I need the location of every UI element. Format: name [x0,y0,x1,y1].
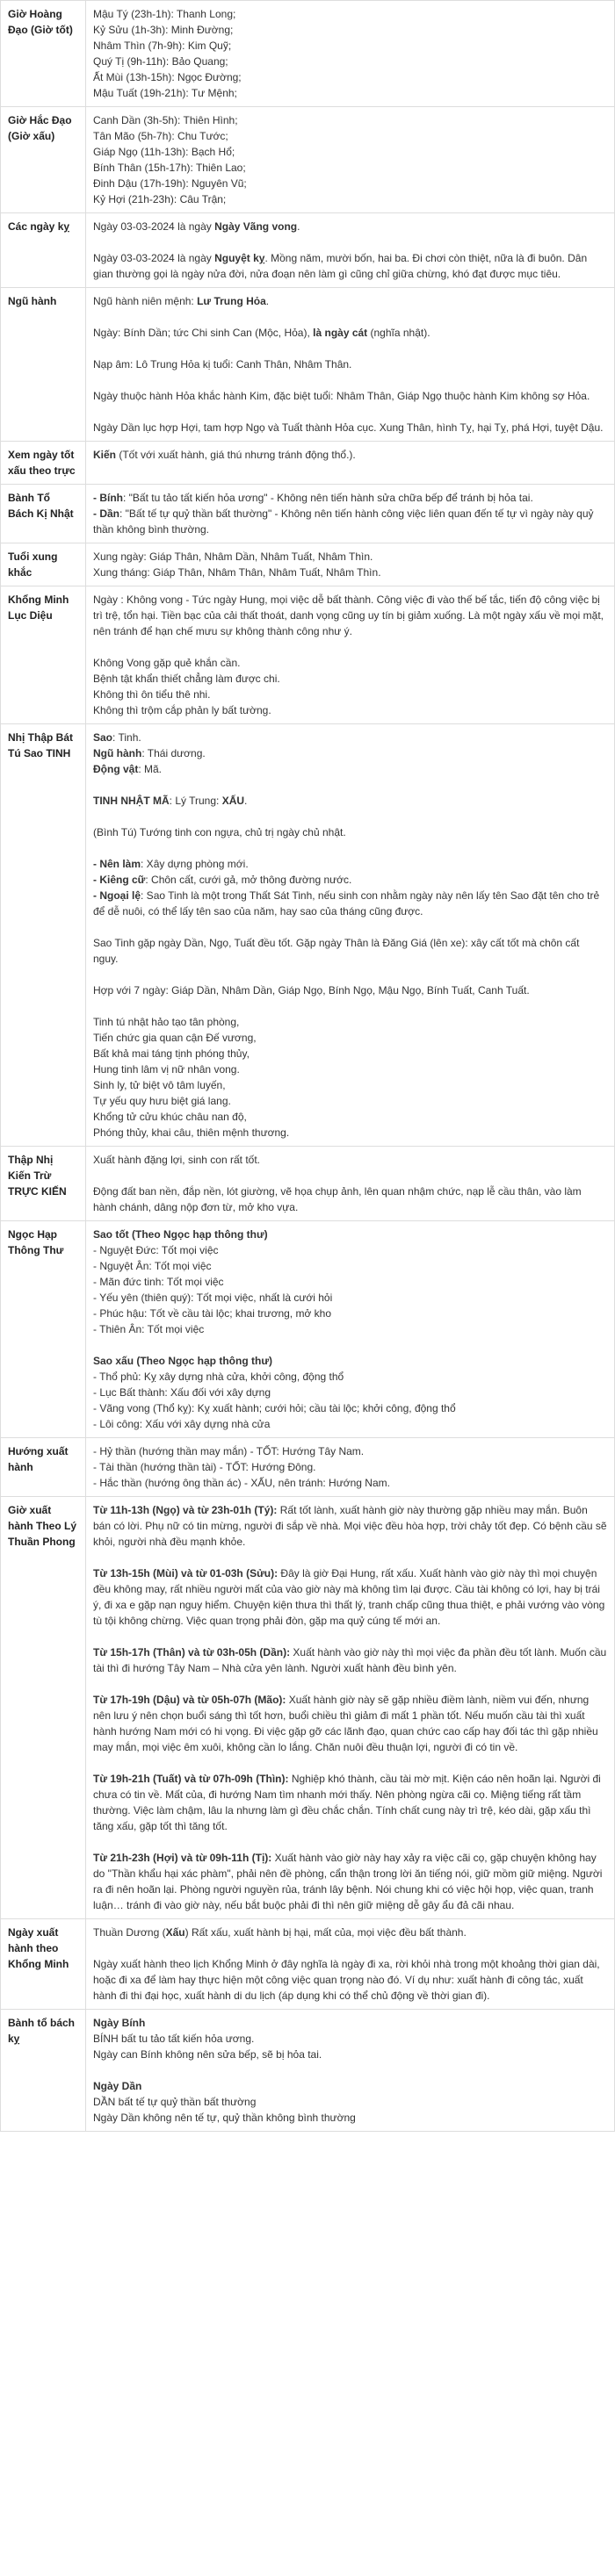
row-content [86,288,615,442]
sao-name: Sao: Tinh. [93,731,141,744]
row-content [86,1,615,107]
departure-hour-item: Từ 21h-23h (Hợi) và từ 09h-11h (Tị): Xuất hành vào giờ này hay xảy ra việc cãi cọ, gặp chuyện không hay do "Thần khẩu hại xác phàm", phải nên đề phòng, cẩn thận trong lời ăn tiếng nói, giữ mồm giữ miệng. Người ra đi nên hoãn lại. Phòng người nguyền rủa, tránh lây bệnh. Nói chung khi có việc hội họp, việc quan, tranh luận… tránh đi vào giờ này, nếu bắt buộc phải đi thì nên giữ miệng dễ gây ẩu đả cãi nhau. [93,1852,603,1911]
good-stars-title: Sao tốt (Theo Ngọc hạp thông thư) [93,1228,268,1241]
row-gio-xuat-hanh [1,1497,615,1919]
good-hour-item: Nhâm Thìn (7h-9h): Kim Quỹ; [93,40,232,52]
departure-hour-item: Từ 19h-21h (Tuất) và từ 07h-09h (Thìn): Nghiệp khó thành, cầu tài mờ mịt. Kiện cáo nên hoãn lại. Người đi chưa có tin về. Mất của, đi hướng Nam tìm nhanh mới thấy. Nên phòng ngừa cãi cọ. Miệng tiếng rất tầm thường. Việc làm chậm, lâu la nhưng làm gì đều chắc chắn. Tính chất cung này trì trệ, kéo dài, gặp xấu thì tăng xấu, gặp tốt thì tăng tốt. [93,1773,601,1832]
poem-line: Khổng tử cửu khúc châu nan độ, [93,1111,247,1123]
row-huong-xuat-hanh [1,1438,615,1497]
poem-line: Không thì trộm cắp phản ly bất tường. [93,704,271,716]
row-content [86,442,615,485]
row-label: Ngọc Hạp Thông Thư [1,1221,86,1438]
xung-thang: Xung tháng: Giáp Thân, Nhâm Thân, Nhâm Tuất, Nhâm Thìn. [93,566,381,579]
row-content [86,586,615,724]
huong-tai-than: - Tài thần (hướng thần tài) - TỐT: Hướng Đông. [93,1461,316,1473]
bad-hour-item: Canh Dần (3h-5h): Thiên Hình; [93,114,238,126]
bad-stars-title: Sao xấu (Theo Ngọc hạp thông thư) [93,1355,273,1367]
good-star-item: - Mãn đức tinh: Tốt mọi việc [93,1276,224,1288]
row-gio-hac-dao [1,107,615,213]
huong-hac-than: - Hắc thần (hướng ông thần ác) - XẤU, nên tránh: Hướng Nam. [93,1477,390,1489]
row-content [86,1497,615,1919]
row-label: Giờ xuất hành Theo Lý Thuần Phong [1,1497,86,1919]
good-star-item: - Phúc hậu: Tốt về cầu tài lộc; khai trương, mở kho [93,1307,332,1320]
row-label: Giờ Hắc Đạo (Giờ xấu) [1,107,86,213]
khong-minh-explanation: Ngày xuất hành theo lịch Khổng Minh ở đây nghĩa là ngày đi xa, rời khỏi nhà trong một khoảng thời gian dài, hoặc đi xa để làm hay thực hiện một công việc quan trọng nào đó. Ví dụ như: xuất hành đi công tác, xuất hành đi thi đại học, xuất hành di du lịch (áp dụng khi có thể chủ động về thời gian đi). [93,1958,600,2002]
bad-hour-item: Kỷ Hợi (21h-23h): Câu Trận; [93,193,227,205]
bad-star-item: - Vãng vong (Thổ kỵ): Kỵ xuất hành; cưới hỏi; cầu tài lộc; khởi công, động thổ [93,1402,456,1414]
bad-hour-item: Giáp Ngọ (11h-13h): Bạch Hổ; [93,146,235,158]
row-label: Tuổi xung khắc [1,543,86,586]
sao-hop-ngay: Hợp với 7 ngày: Giáp Dần, Nhâm Dần, Giáp Ngọ, Bính Ngọ, Mậu Ngọ, Bính Tuất, Canh Tuất. [93,984,530,997]
departure-hour-item: Từ 15h-17h (Thân) và từ 03h-05h (Dần): Xuất hành vào giờ này thì mọi việc đa phần đều tốt lành. Muốn cầu tài thì đi hướng Tây Nam – Nhà cửa yên lành. Người xuất hành đều bình yên. [93,1646,607,1674]
sao-title: TINH NHẬT MÃ: Lý Trung: XẤU. [93,795,248,807]
bad-star-item: - Thổ phủ: Kỵ xây dựng nhà cửa, khởi công, động thổ [93,1371,344,1383]
poem-line: Bất khả mai táng tịnh phóng thủy, [93,1047,250,1060]
poem-line: Bệnh tật khẩn thiết chẳng làm được chi. [93,673,280,685]
ngay-dan-title: Ngày Dần [93,2080,142,2092]
row-truc [1,442,615,485]
nen-lam: - Nên làm: Xây dựng phòng mới. [93,858,249,870]
row-gio-hoang-dao [1,1,615,107]
truc-value: Kiến (Tốt với xuất hành, giá thú nhưng tránh động thổ.). [93,449,356,461]
sao-gap-ngay: Sao Tinh gặp ngày Dần, Ngọ, Tuất đều tốt. Gặp ngày Thân là Đăng Giá (lên xe): xây cất tốt mà chôn cất nguy. [93,937,580,965]
ngay-can-chi: Ngày: Bính Dần; tức Chi sinh Can (Mộc, Hỏa), là ngày cát (nghĩa nhật). [93,327,430,339]
poem-line: Hung tinh lâm vị nữ nhân vong. [93,1063,240,1076]
ngay-binh-title: Ngày Bính [93,2017,146,2029]
departure-hour-item: Từ 17h-19h (Dậu) và từ 05h-07h (Mão): Xuất hành giờ này sẽ gặp nhiều điềm lành, niềm vui đến, nhưng nên lưu ý nên chọn buổi sáng thì tốt hơn, buổi chiều thì giảm đi mất 1 phần tốt. Nếu muốn cầu tài thì xuất hành hướng Nam mới có hi vọng. Đi việc gặp gỡ các lãnh đạo, quan chức cao cấp hay đối tác thì gặp nhiều may mắn, mọi việc êm xuôi, không cần lo lắng. Chăn nuôi đều thuận lợi, người đi có tin về. [93,1694,598,1753]
departure-hour-item: Từ 11h-13h (Ngọ) và từ 23h-01h (Tý): Rất tốt lành, xuất hành giờ này thường gặp nhiều may mắn. Buôn bán có lời. Phụ nữ có tin mừng, người đi sắp về nhà. Mọi việc đều hòa hợp, trời chảy tốt đẹp. Có bệnh cầu sẽ khỏi, người nhà đều mạnh khỏe. [93,1504,607,1548]
row-khong-minh-luc-dieu [1,586,615,724]
hop-xung: Ngày Dần lục hợp Hợi, tam hợp Ngọ và Tuất thành Hỏa cục. Xung Thân, hình Tỵ, hại Tỵ, phá Hợi, tuyệt Dậu. [93,421,604,434]
sao-ngu-hanh: Ngũ hành: Thái dương. [93,747,206,759]
departure-hour-item: Từ 13h-15h (Mùi) và từ 01-03h (Sửu): Đây là giờ Đại Hung, rất xấu. Xuất hành vào giờ này thì mọi chuyện đều không may, rất nhiều người mất của vào giờ này mà không tìm lại được. Cầu tài không có lợi, hay bị trái ý, đi xa e gặp nạn nguy hiểm. Chuyện kiện thưa thì thất lý, tranh chấp cũng thua thiệt, e phải vướng vào vòng tù tội không chừng. Việc quan trọng phải đòn, gặp ma quỷ cúng tế mới an. [93,1567,605,1627]
sao-dong-vat: Động vật: Mã. [93,763,163,775]
row-banh-to-bach-ky [1,2010,615,2132]
row-label: Hướng xuất hành [1,1438,86,1497]
poem-line: Tinh tú nhật hảo tạo tân phòng, [93,1016,240,1028]
row-ngu-hanh [1,288,615,442]
row-content [86,213,615,288]
bad-hour-item: Đinh Dậu (17h-19h): Nguyên Vũ; [93,177,247,190]
row-content [86,1438,615,1497]
bad-hour-item: Bính Thân (15h-17h): Thiên Lao; [93,162,246,174]
row-content [86,2010,615,2132]
good-star-item: - Thiên Ân: Tốt mọi việc [93,1323,205,1335]
row-label: Xem ngày tốt xấu theo trực [1,442,86,485]
row-label: Khổng Minh Lục Diệu [1,586,86,724]
poem-line: Tiến chức gia quan cận Đế vương, [93,1032,257,1044]
ngay-binh-line: BÍNH bất tu tảo tất kiến hỏa ương. [93,2033,255,2045]
ngay-dan-line: Ngày Dần không nên tế tự, quỷ thần không bình thường [93,2112,356,2124]
row-label: Ngày xuất hành theo Khổng Minh [1,1919,86,2010]
row-ngoc-hap-thong-thu [1,1221,615,1438]
row-ngay-xuat-hanh-khong-minh [1,1919,615,2010]
kien-tru-good: Xuất hành đặng lợi, sinh con rất tốt. [93,1154,260,1166]
sao-description: (Bình Tú) Tướng tinh con ngựa, chủ trị ngày chủ nhật. [93,826,346,838]
kieng-cu: - Kiêng cữ: Chôn cất, cưới gả, mở thông đường nước. [93,874,352,886]
luc-dieu-intro: Ngày : Không vong - Tức ngày Hung, mọi việc dễ bất thành. Công việc đi vào thế bế tắc, tiến độ công việc bị trì trệ, tổn hại. Tiền bạc của cải thất thoát, danh vọng cũng uy tín bị giảm xuống. Là một ngày xấu về mọi mặt, nên tránh để hạn chế mưu sự không thành công như ý. [93,594,604,637]
thuan-duong-verdict: Thuần Dương (Xấu) Rất xấu, xuất hành bị hại, mất của, mọi việc đều bất thành. [93,1926,467,1939]
poem-line: Phóng thủy, khai câu, thiên mệnh thương. [93,1126,290,1139]
nguyet-ky-paragraph: Ngày 03-03-2024 là ngày Nguyệt kỵ. Mồng năm, mười bốn, hai ba. Đi chơi còn thiệt, nữa là đi buôn. Dân gian thường gọi là ngày nửa đời, nửa đoạn nên làm gì cũng chỉ giữa chừng, khó đạt được mục tiêu. [93,252,588,280]
good-hour-item: Mậu Tý (23h-1h): Thanh Long; [93,8,236,20]
row-content [86,724,615,1147]
banh-to-can: - Bính: "Bất tu tảo tất kiến hỏa ương" - Không nên tiến hành sửa chữa bếp để tránh bị hỏa tai. [93,492,533,504]
poem-line: Không thì ôn tiểu thê nhi. [93,688,211,701]
row-cac-ngay-ky [1,213,615,288]
ngay-dan-line: DẦN bất tế tự quỷ thần bất thường [93,2096,257,2108]
row-tuoi-xung-khac [1,543,615,586]
bad-star-item: - Lôi công: Xấu với xây dựng nhà cửa [93,1418,271,1430]
row-content [86,485,615,543]
good-hour-item: Quý Tị (9h-11h): Bảo Quang; [93,55,228,68]
row-nhi-thap-bat-tu [1,724,615,1147]
nap-am: Nạp âm: Lô Trung Hỏa kị tuổi: Canh Thân, Nhâm Thân. [93,358,352,371]
row-content [86,1919,615,2010]
poem-line: Không Vong gặp quẻ khắn cần. [93,657,241,669]
good-star-item: - Nguyệt Ân: Tốt mọi việc [93,1260,212,1272]
row-label: Bành Tổ Bách Kị Nhật [1,485,86,543]
hanh-khac: Ngày thuộc hành Hỏa khắc hành Kim, đặc biệt tuổi: Nhâm Thân, Giáp Ngọ thuộc hành Kim không sợ Hỏa. [93,390,590,402]
nien-menh: Ngũ hành niên mệnh: Lư Trung Hỏa. [93,295,270,307]
row-label: Giờ Hoàng Đạo (Giờ tốt) [1,1,86,107]
vang-vong-paragraph: Ngày 03-03-2024 là ngày Ngày Vãng vong. [93,220,300,233]
kien-tru-bad: Động đất ban nền, đắp nền, lót giường, vẽ họa chụp ảnh, lên quan nhậm chức, nạp lễ cầu thân, vào làm hành chánh, dâng nộp đơn từ, mở kho vựa. [93,1185,582,1213]
row-banh-to [1,485,615,543]
good-star-item: - Yếu yên (thiên quý): Tốt mọi việc, nhất là cưới hỏi [93,1292,333,1304]
bad-star-item: - Lục Bất thành: Xấu đối với xây dựng [93,1386,271,1399]
poem-line: Sinh ly, tử biệt vô tâm luyến, [93,1079,226,1091]
row-label: Ngũ hành [1,288,86,442]
row-label: Nhị Thập Bát Tú Sao TINH [1,724,86,1147]
row-content [86,1147,615,1221]
row-content [86,1221,615,1438]
bad-hour-item: Tân Mão (5h-7h): Chu Tước; [93,130,228,142]
xung-ngay: Xung ngày: Giáp Thân, Nhâm Dần, Nhâm Tuất, Nhâm Thìn. [93,550,373,563]
good-hour-item: Mậu Tuất (19h-21h): Tư Mệnh; [93,87,237,99]
huong-hy-than: - Hỷ thần (hướng thần may mắn) - TỐT: Hướng Tây Nam. [93,1445,365,1457]
good-star-item: - Nguyệt Đức: Tốt mọi việc [93,1244,219,1256]
banh-to-chi: - Dần: "Bất tế tự quỷ thần bất thường" - Không nên tiến hành công việc liên quan đến tế tự vì ngày này quỷ thần không bình thường. [93,507,594,536]
ngay-binh-line: Ngày can Bính không nên sửa bếp, sẽ bị hỏa tai. [93,2048,322,2061]
poem-line: Tự yếu quy hưu biệt giá lang. [93,1095,231,1107]
row-label: Thập Nhị Kiến Trừ TRỰC KIẾN [1,1147,86,1221]
row-thap-nhi-kien-tru [1,1147,615,1221]
good-hour-item: Ất Mùi (13h-15h): Ngọc Đường; [93,71,242,83]
row-label: Bành tổ bách kỵ [1,2010,86,2132]
row-content [86,107,615,213]
row-label: Các ngày kỵ [1,213,86,288]
good-hour-item: Kỷ Sửu (1h-3h): Minh Đường; [93,24,234,36]
ngoai-le: - Ngoại lệ: Sao Tinh là một trong Thất Sát Tinh, nếu sinh con nhằm ngày này nên lấy tên Sao đặt tên cho trẻ để dễ nuôi, có thể lấy tên sao của năm, hay sao của tháng cũng được. [93,889,600,917]
row-content [86,543,615,586]
